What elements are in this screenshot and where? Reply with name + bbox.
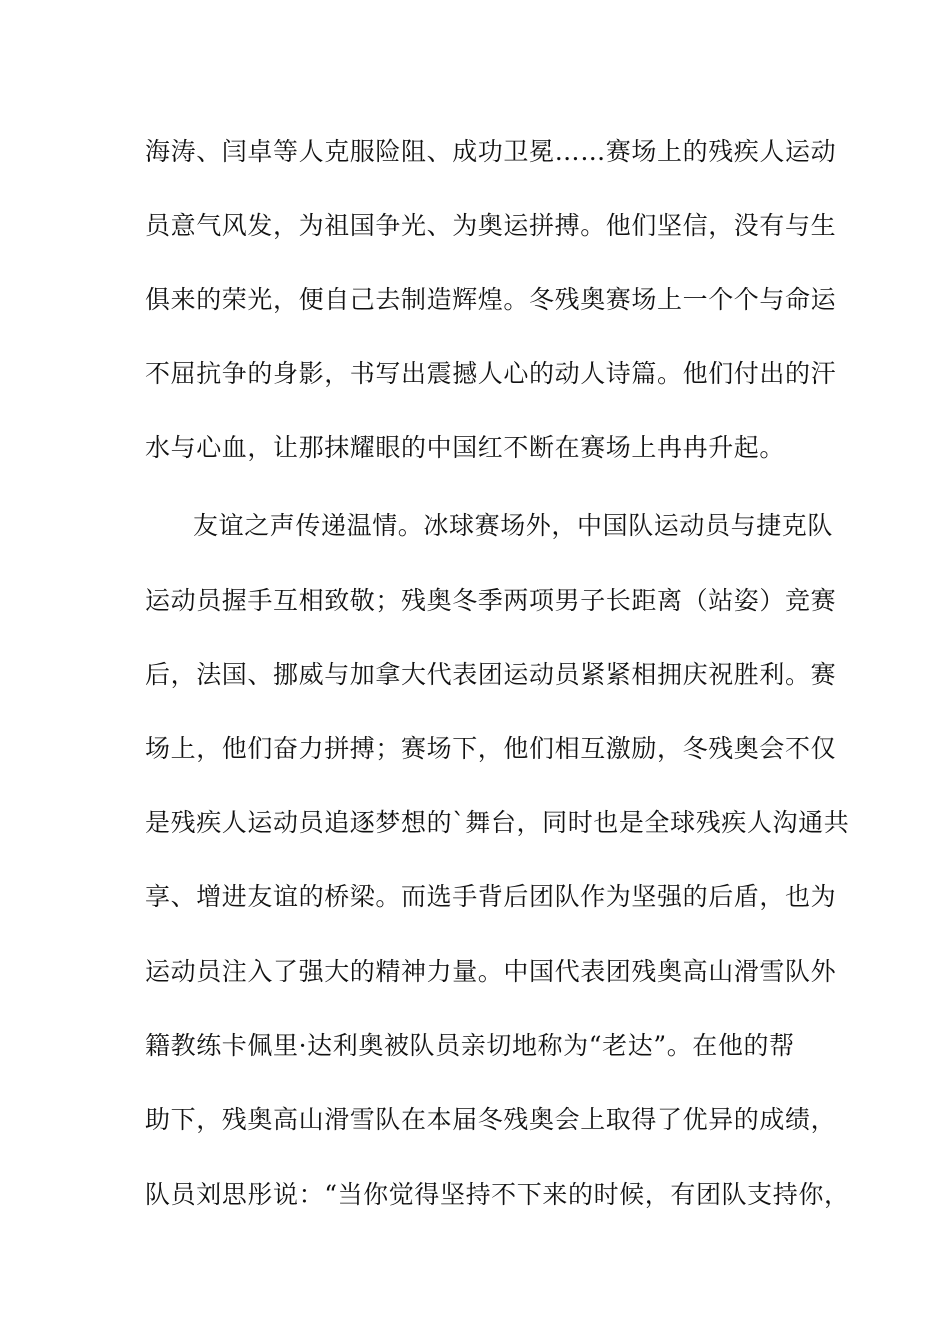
text-line: 享、增进友谊的桥梁。而选手背后团队作为坚强的后盾，也为 bbox=[145, 882, 837, 911]
text-line: 运动员握手互相致敬；残奥冬季两项男子长距离（站姿）竞赛 bbox=[145, 586, 837, 615]
text-line: 后，法国、挪威与加拿大代表团运动员紧紧相拥庆祝胜利。赛 bbox=[145, 660, 837, 689]
text-line: 俱来的荣光，便自己去制造辉煌。冬残奥赛场上一个个与命运 bbox=[145, 285, 837, 314]
text-line: 队员刘思彤说：“当你觉得坚持不下来的时候，有团队支持你， bbox=[145, 1180, 850, 1209]
text-line: 助下，残奥高山滑雪队在本届冬残奥会上取得了优异的成绩， bbox=[145, 1105, 837, 1134]
paragraph-start-line: 友谊之声传递温情。冰球赛场外，中国队运动员与捷克队 bbox=[193, 511, 834, 540]
text-line: 员意气风发，为祖国争光、为奥运拼搏。他们坚信，没有与生 bbox=[145, 211, 837, 240]
text-line: 运动员注入了强大的精神力量。中国代表团残奥高山滑雪队外 bbox=[145, 957, 837, 986]
text-line: 不屈抗争的身影，书写出震撼人心的动人诗篇。他们付出的汗 bbox=[145, 359, 837, 388]
text-line: 水与心血，让那抹耀眼的中国红不断在赛场上冉冉升起。 bbox=[145, 433, 786, 462]
text-line: 籍教练卡佩里·达利奥被队员亲切地称为“老达”。在他的帮 bbox=[145, 1031, 795, 1060]
text-line: 场上，他们奋力拼搏；赛场下，他们相互激励，冬残奥会不仅 bbox=[145, 734, 837, 763]
text-line: 海涛、闫卓等人克服险阻、成功卫冕……赛场上的残疾人运动 bbox=[145, 137, 837, 166]
text-line: 是残疾人运动员追逐梦想的`舞台，同时也是全球残疾人沟通共 bbox=[145, 808, 850, 837]
